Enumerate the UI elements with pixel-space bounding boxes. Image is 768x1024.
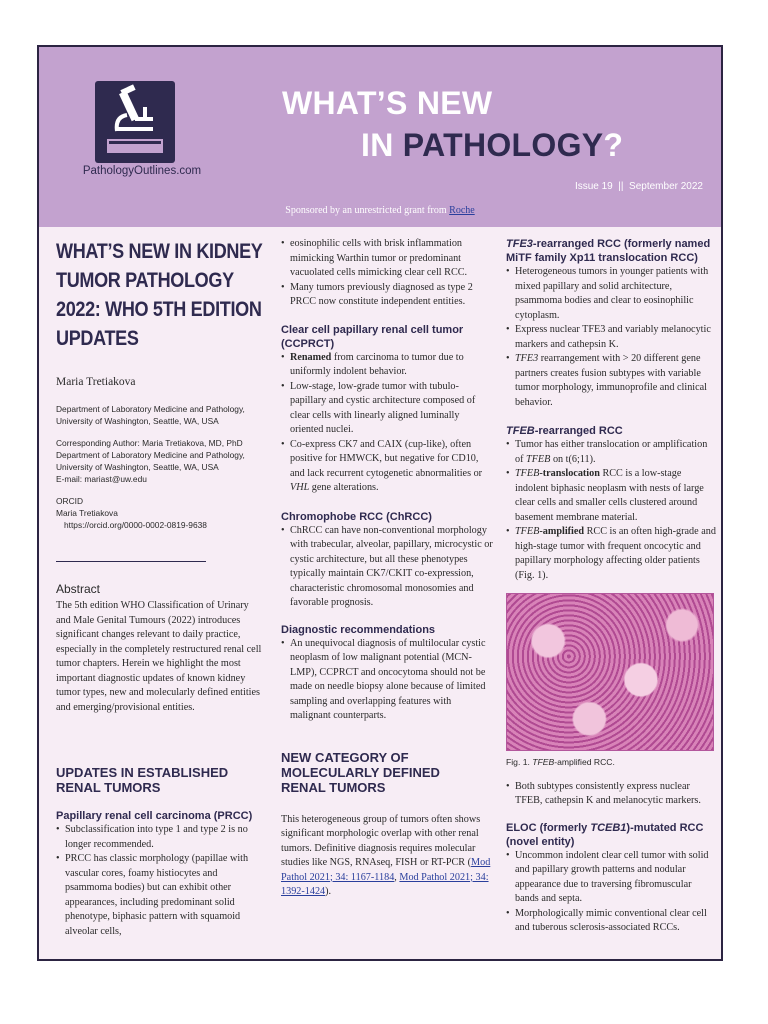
corresponding-line: Corresponding Author: Maria Tretiakova, MD, PhD — [56, 437, 243, 448]
author-name: Maria Tretiakova — [56, 376, 136, 388]
abstract-text: The 5th edition WHO Classification of Urinary and Male Genital Tumours (2022) introduces significant changes relevant to daily practice, especially in the completely restructured renal cell tumor chapters. Herein we highlight the most important diagnostic updates of known kidney tumor types, new and molecularly defined entities and emerging/provisional entities. — [56, 600, 262, 713]
heading-text: -rearranged RCC (formerly named MiTF family Xp11 translocation RCC) — [506, 238, 711, 264]
subtype-list — [506, 780, 716, 809]
gene-name: TCEB1 — [590, 821, 627, 834]
banner-title-suffix: ? — [603, 127, 624, 163]
tfeb-list — [506, 438, 716, 583]
tfeb-heading — [506, 424, 716, 438]
bold-term: -amplified — [539, 526, 585, 537]
list-item: • Subclassification into type 1 and type 2 is no longer recommended. — [56, 823, 266, 852]
gene-name: TFEB — [526, 453, 551, 465]
gene-name: TFEB — [515, 526, 540, 537]
list-item: • Low-stage, low-grade tumor with tubulo-papillary and cystic architecture composed of clear cells with linearly aligned luminally oriented nuclei. — [281, 380, 493, 438]
prcc-heading: Papillary renal cell carcinoma (PRCC) — [56, 810, 253, 822]
list-item: • PRCC has classic morphology (papillae with vascular cores, foamy histiocytes and psammoma bodies) but can exhibit other appearances, including predominant solid phenotype, biphasic pattern with squamoid alveolar cells, — [56, 852, 266, 939]
orcid-label: ORCID — [56, 495, 83, 506]
sponsor-line — [39, 205, 721, 216]
list-item: • An unequivocal diagnosis of multilocular cystic neoplasm of low malignant potential (MCN-LMP), CCPRCT and oncocytoma should not be made on needle biopsy alone because of limited sampling and overlapping features with malignant counterparts. — [281, 637, 493, 724]
new-category-paragraph — [281, 813, 493, 900]
orcid-name: Maria Tretiakova — [56, 507, 118, 518]
renamed-bold: Renamed — [290, 351, 332, 363]
chrcc-list — [281, 524, 493, 611]
diagnostic-heading: Diagnostic recommendations — [281, 623, 436, 636]
corresponding-line: Department of Laboratory Medicine and Pathology, — [56, 449, 245, 460]
figure-label: Fig. 1. — [506, 757, 533, 767]
list-item — [506, 525, 716, 583]
gene-name: TFE3 — [515, 353, 539, 364]
affiliation: Department of Laboratory Medicine and Pathology, University of Washington, Seattle, WA, USA — [56, 403, 245, 426]
article-title: WHAT’S NEW IN KIDNEY TUMOR PATHOLOGY 2022: WHO 5TH EDITION UPDATES — [56, 240, 263, 350]
column-3 — [506, 237, 716, 936]
corresponding-author — [56, 437, 266, 485]
heading-text: )-mutated RCC (novel entity) — [506, 821, 704, 848]
list-item — [281, 351, 493, 380]
chrcc-heading: Chromophobe RCC (ChRCC) — [281, 510, 432, 523]
heading-text: ELOC (formerly — [506, 821, 591, 834]
logo-text: PathologyOutlines.com — [82, 165, 202, 177]
prcc-list-continued — [281, 237, 493, 310]
reference-link[interactable]: Mod Pathol 2021; 34: 1167-1184 — [281, 857, 491, 883]
list-item — [281, 438, 493, 496]
header-banner — [39, 47, 721, 227]
issue-info: Issue 19 || September 2022 — [574, 181, 703, 192]
ccprct-list — [281, 351, 493, 496]
tfe3-heading — [506, 237, 716, 265]
orcid-block — [56, 495, 266, 531]
list-item-text: rearrangement with > 20 different gene partners creates fusion subtypes with variable tumor morphology, immunoprofile and clinical behavior. — [515, 353, 708, 408]
sponsor-text: Sponsored by an unrestricted grant from — [285, 205, 450, 216]
gene-name: TFEB — [532, 757, 555, 767]
sponsor-link[interactable]: Roche — [449, 205, 475, 216]
list-item — [506, 467, 716, 525]
list-item: • Both subtypes consistently express nuclear TFEB, cathepsin K and melanocytic markers. — [506, 780, 716, 809]
eloc-heading — [506, 821, 716, 849]
reference-link[interactable]: Mod Pathol 2021; 34: 1392-1424 — [281, 871, 489, 897]
section-heading-new-category: NEW CATEGORY OF MOLECULARLY DEFINED RENAL TUMORS — [281, 749, 440, 795]
list-item: • eosinophilic cells with brisk inflammation mimicking Warthin tumor or predominant vacuolated cells mimicking clear cell RCC. — [281, 237, 493, 281]
gene-name: TFEB — [515, 468, 540, 479]
list-item: • Morphologically mimic conventional clear cell and tuberous sclerosis-associated RCCs. — [506, 907, 716, 936]
list-item-text: RCC is an often high-grade and high-stage tumor with frequent oncocytic and papillary morphology affecting older patients (Fig. 1). — [515, 526, 716, 581]
abstract-heading: Abstract — [56, 581, 101, 596]
corresponding-email: E-mail: mariast@uw.edu — [56, 473, 147, 484]
histology-image — [506, 593, 714, 751]
banner-title-line1: WHAT’S NEW — [282, 85, 493, 121]
list-item: • Uncommon indolent clear cell tumor with solid and papillary growth patterns and nodular appearance due to traversing fibromuscular bands and septa. — [506, 849, 716, 907]
column-2 — [281, 237, 493, 900]
section-heading-established: UPDATES IN ESTABLISHED RENAL TUMORS — [56, 765, 229, 795]
gene-name: TFEB — [506, 425, 535, 437]
corresponding-line: University of Washington, Seattle, WA, USA — [56, 461, 219, 472]
paragraph-text: ). — [325, 886, 332, 897]
figure-caption — [506, 755, 716, 770]
tfe3-list — [506, 265, 716, 410]
paragraph-text: , — [394, 871, 400, 883]
eloc-list — [506, 849, 716, 936]
diagnostic-list — [281, 637, 493, 724]
caption-text: -amplified RCC. — [554, 757, 615, 767]
ccprct-heading: Clear cell papillary renal cell tumor (CCPRCT) — [281, 323, 464, 350]
prcc-list — [56, 823, 266, 939]
list-item-text: Tumor has either translocation or amplification of — [515, 439, 708, 465]
divider — [56, 561, 206, 562]
list-item: • Heterogeneous tumors in younger patients with mixed papillary and solid architecture, psammoma bodies and clear to eosinophilic cytoplasm. — [506, 265, 716, 323]
page-frame — [37, 45, 723, 961]
list-item: • Express nuclear TFE3 and variably melanocytic markers and cathepsin K. — [506, 323, 716, 352]
list-item-text: gene alterations. — [309, 482, 379, 493]
list-item-text: from carcinoma to tumor due to uniformly indolent behavior. — [290, 351, 464, 377]
logo — [95, 81, 175, 163]
bold-term: -translocation — [539, 468, 600, 479]
gene-name: VHL — [290, 482, 310, 493]
microscope-icon — [95, 81, 175, 163]
list-item: • Many tumors previously diagnosed as type 2 PRCC now constitute independent entities. — [281, 281, 493, 310]
list-item-text: RCC is a low-stage indolent biphasic neoplasm with nests of large clear cells and smaller cells clustered around basement membrane material. — [515, 468, 704, 523]
orcid-link[interactable]: https://orcid.org/0000-0002-0819-9638 — [64, 519, 207, 530]
list-item-text: Co-express CK7 and CAIX (cup-like), often positive for HMWCK, but negative for CD10, and lack recurrent cytogenetic abnormalities or — [290, 438, 483, 479]
gene-name: TFE3 — [506, 238, 533, 250]
list-item — [506, 352, 716, 410]
banner-title-prefix: IN — [361, 127, 403, 163]
heading-text: -rearranged RCC — [534, 425, 623, 437]
banner-title-pathology: PATHOLOGY — [402, 127, 604, 163]
list-item-text: on t(6;11). — [550, 453, 596, 465]
paragraph-text: This heterogeneous group of tumors often shows significant morphologic overlap with other renal tumors. Definitive diagnosis requires molecular studies like NGS, RNAseq, FISH or RT-PCR ( — [281, 813, 481, 868]
column-1 — [56, 237, 266, 939]
banner-title-line2 — [361, 127, 623, 164]
list-item: • ChRCC can have non-conventional morphology with trabecular, alveolar, papillary, microcystic or cystic architecture, but all these phenotypes typically maintain CK7/CKIT co-expression, characteristic chromosomal monosomies and favorable prognosis. — [281, 524, 493, 611]
list-item — [506, 438, 716, 467]
